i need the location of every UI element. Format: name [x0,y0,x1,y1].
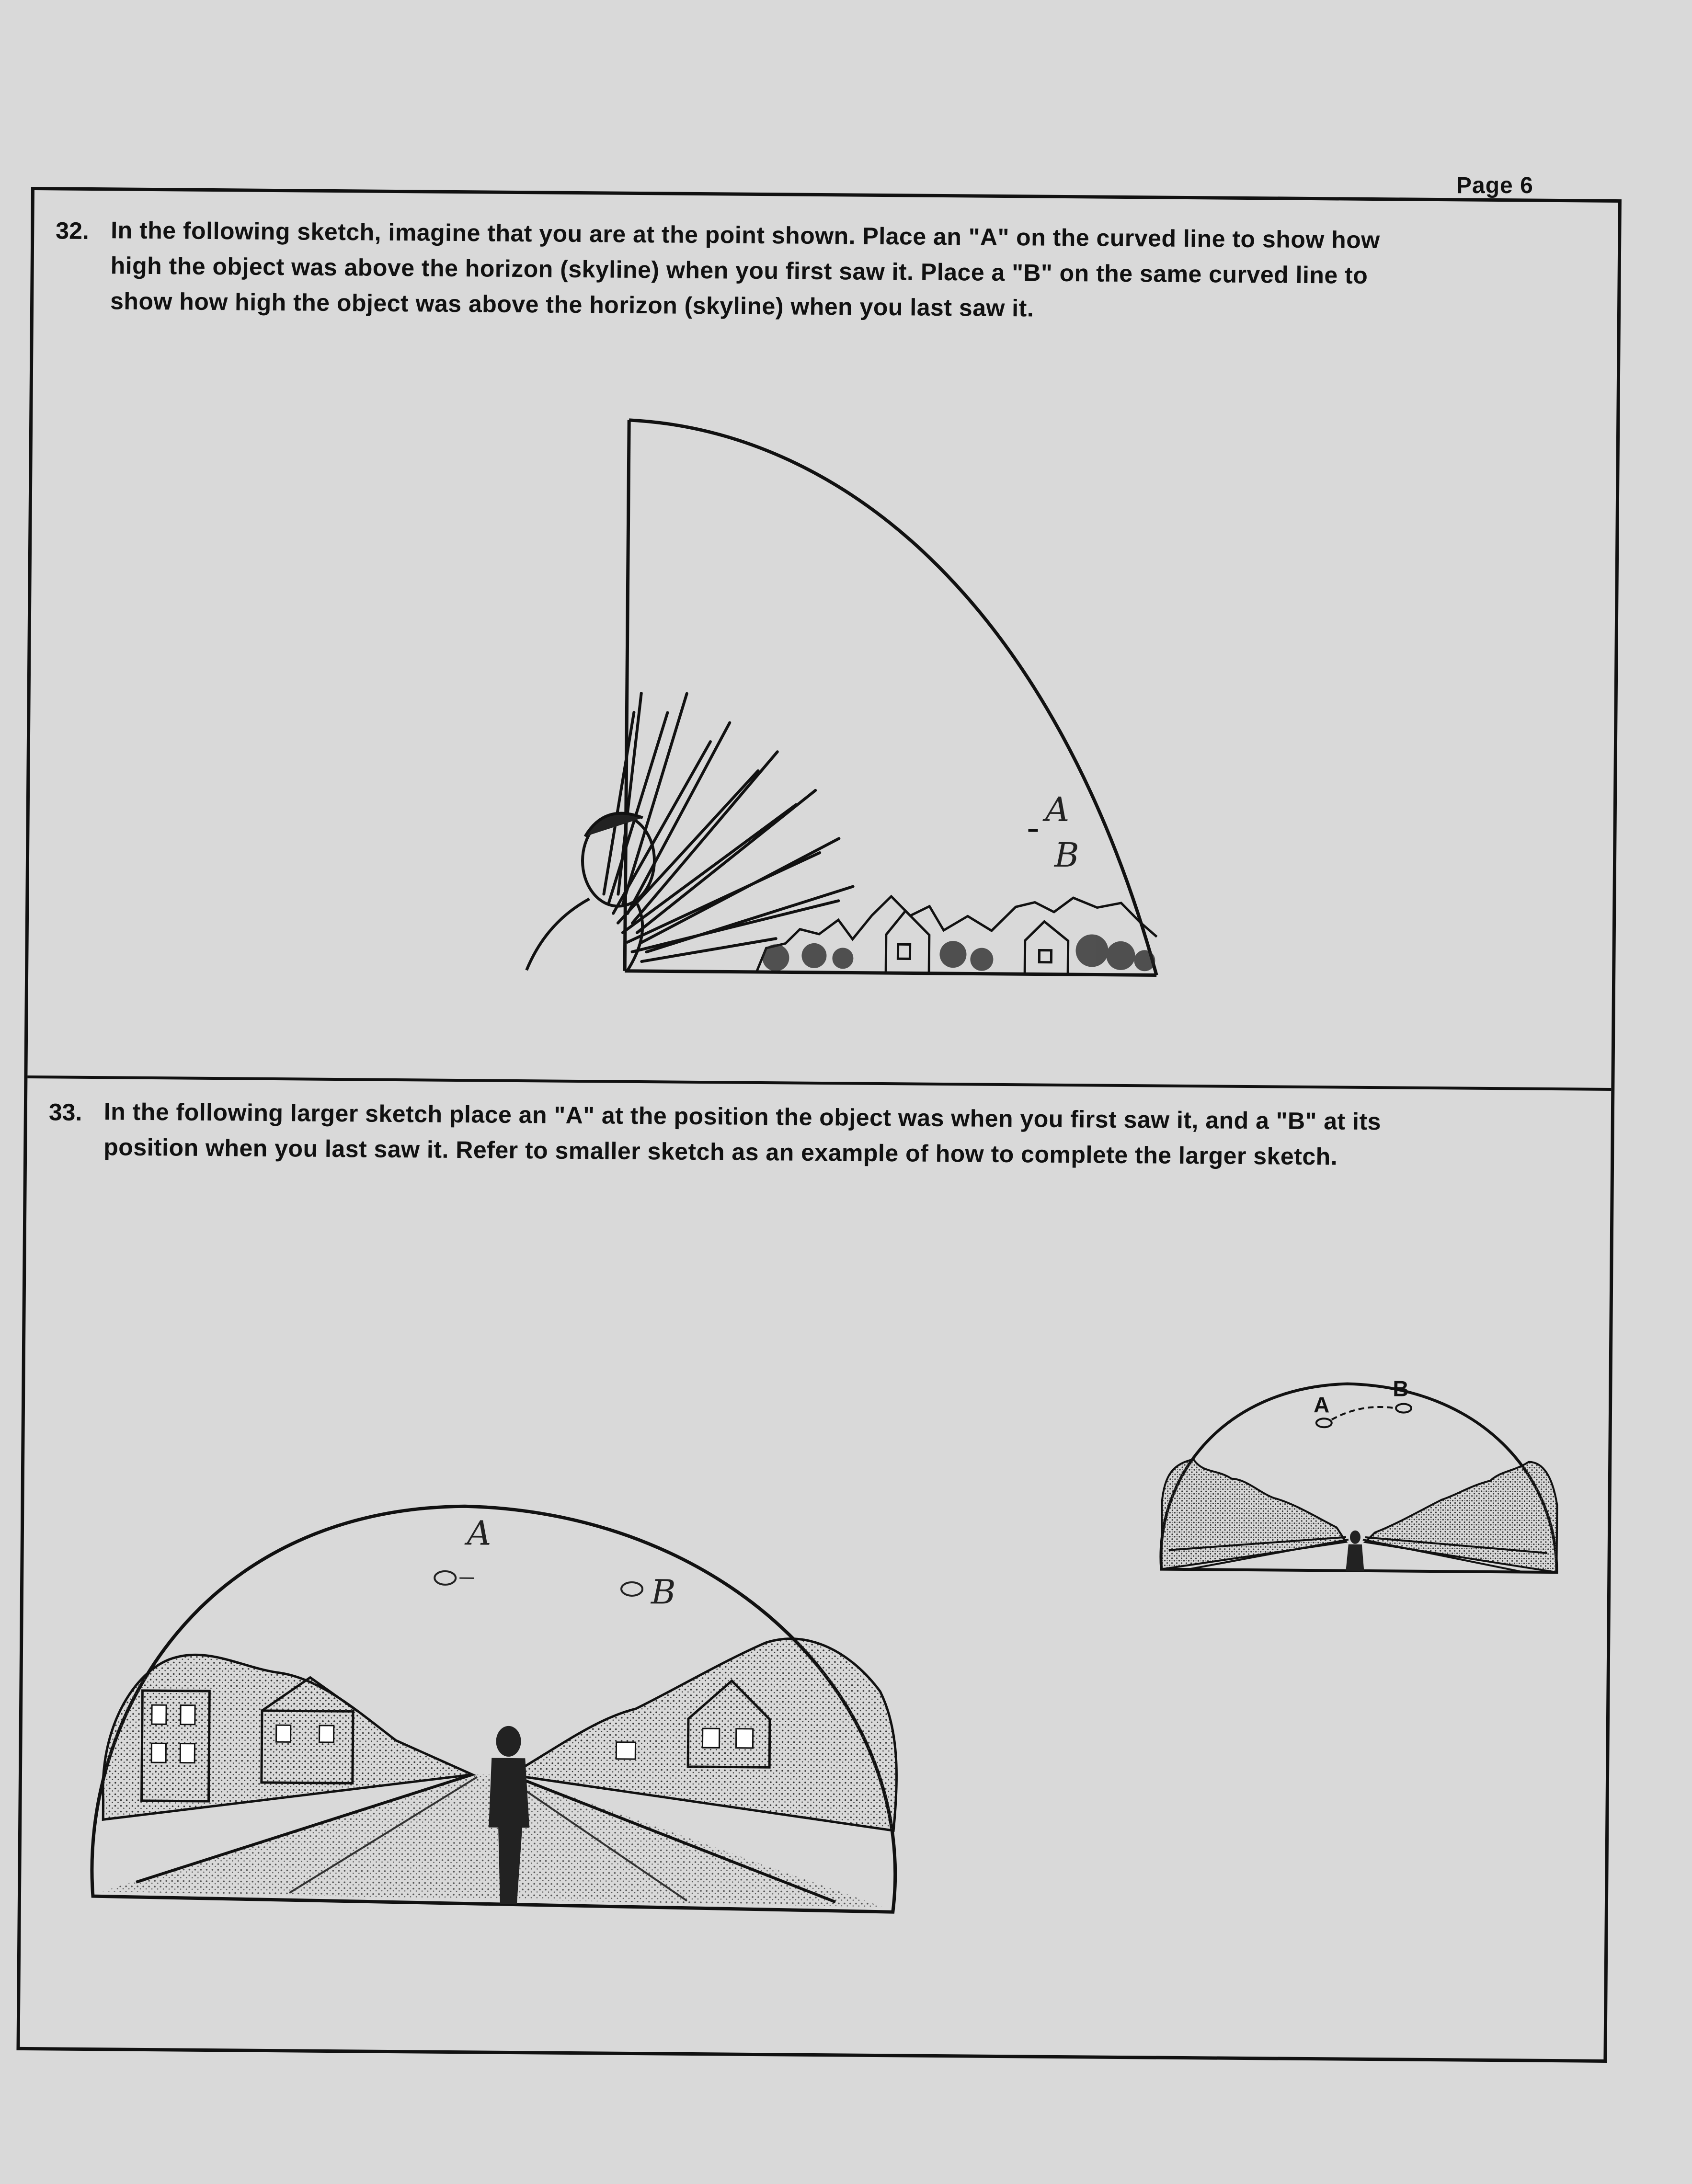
sky-arc [625,420,1161,975]
example-label-b: B [1393,1376,1409,1401]
question-32-line: high the object was above the horizon (skyline) when you first saw it. Place a "B" on the same curved line to [110,252,1368,289]
example-sketch [1134,1301,1592,1639]
question-33-text [103,1094,1608,1177]
example-person-icon [1346,1531,1364,1571]
questionnaire-frame [16,187,1621,2063]
q33-handwritten-b: B [651,1572,676,1612]
question-32-text [110,212,1615,331]
page-number: Page 6 [1456,173,1533,198]
section-divider [27,1075,1611,1091]
question-33-number: 33. [48,1098,82,1126]
sky-arc-figure [507,405,1230,1033]
question-33-line: position when you last saw it. Refer to smaller sketch as an example of how to complete the larger sketch. [103,1133,1338,1170]
question-32-number: 32. [56,217,90,244]
question-32-line: In the following sketch, imagine that you are at the point shown. Place an "A" on the curved line to show how [111,217,1380,254]
example-label-a: A [1313,1392,1330,1418]
large-street-sketch [49,1292,965,1970]
q32-handwritten-a: A [1045,789,1070,830]
question-32-line: show how high the object was above the horizon (skyline) when you last saw it. [110,287,1034,322]
q32-handwritten-b: B [1054,835,1079,875]
question-33-line: In the following larger sketch place an "A" at the position the object was when you first saw it, and a "B" at its [103,1098,1382,1135]
person-icon [526,812,655,971]
q33-handwritten-a: A [467,1513,492,1553]
